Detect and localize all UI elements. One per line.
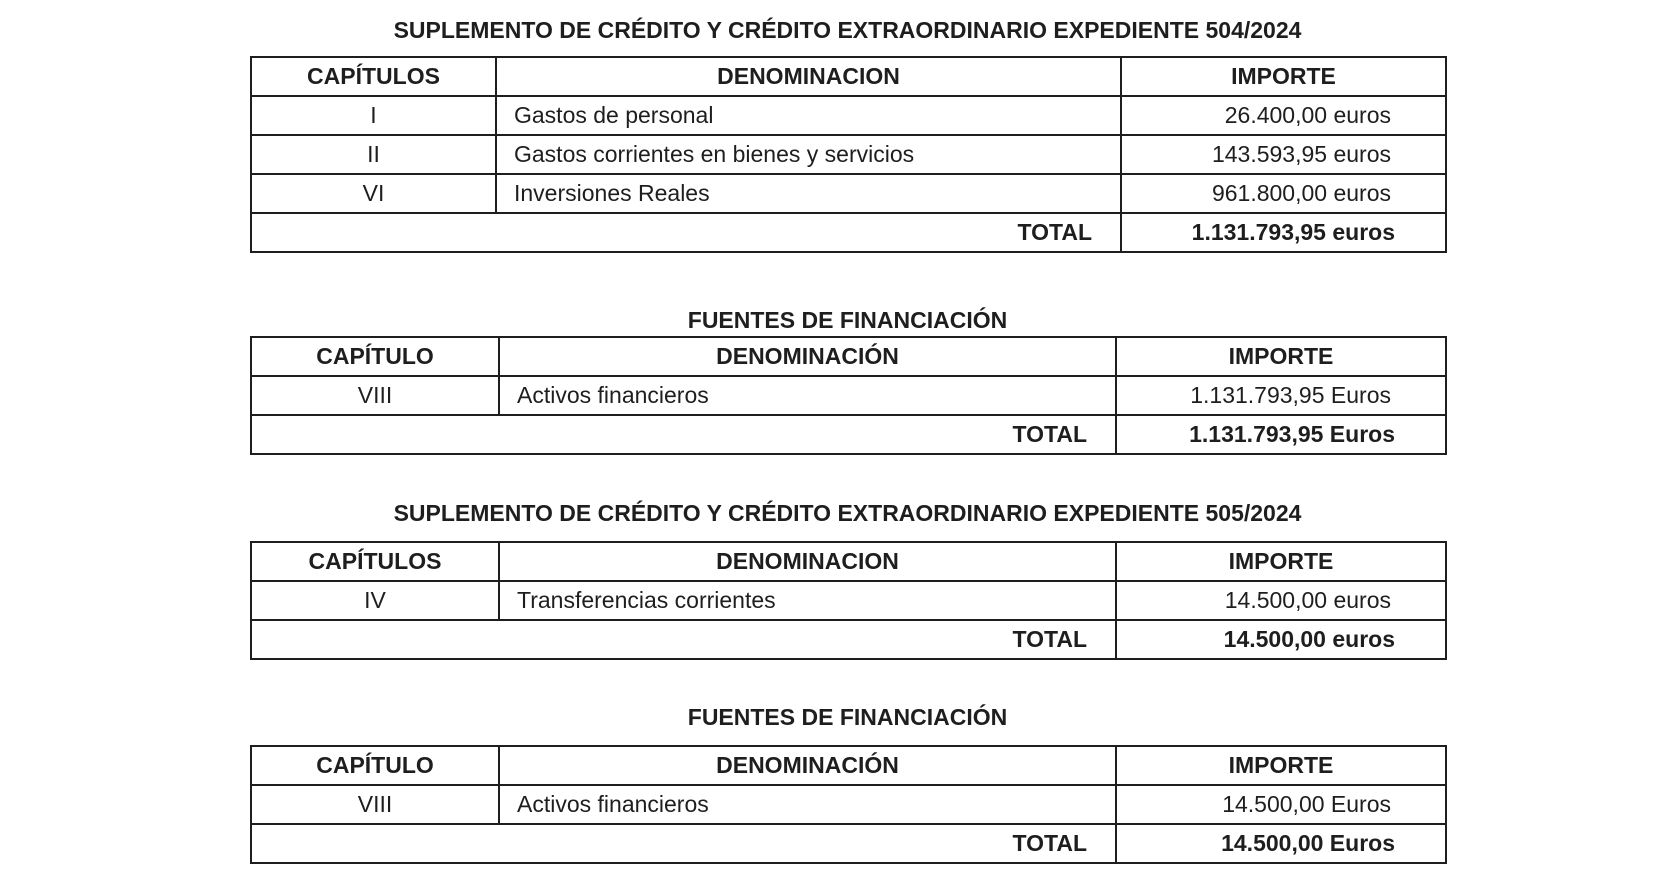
table-header-row: [251, 746, 1446, 785]
section-title-fuentes-financiacion-1: FUENTES DE FINANCIACIÓN: [687, 307, 1008, 333]
table-fuentes-financiacion-1: [250, 336, 1447, 455]
cell-capitulo: VI: [251, 174, 496, 213]
cell-importe: 14.500,00 euros: [1116, 581, 1446, 620]
total-row: [251, 824, 1446, 863]
header-importe: IMPORTE: [1121, 57, 1446, 96]
total-value: 1.131.793,95 Euros: [1116, 415, 1446, 454]
cell-denominacion: Activos financieros: [499, 785, 1116, 824]
table-row: [251, 96, 1446, 135]
cell-capitulo: VIII: [251, 785, 499, 824]
header-capitulos: CAPÍTULOS: [251, 542, 499, 581]
table-header-row: [251, 337, 1446, 376]
cell-denominacion: Inversiones Reales: [496, 174, 1121, 213]
total-row: [251, 620, 1446, 659]
table-header-row: [251, 542, 1446, 581]
table-fuentes-financiacion-2: [250, 745, 1447, 864]
table-expediente-505: [250, 541, 1447, 660]
total-row: [251, 415, 1446, 454]
total-value: 1.131.793,95 euros: [1121, 213, 1446, 252]
header-denominacion: DENOMINACIÓN: [499, 746, 1116, 785]
header-denominacion: DENOMINACION: [499, 542, 1116, 581]
table-row: [251, 581, 1446, 620]
cell-importe: 1.131.793,95 Euros: [1116, 376, 1446, 415]
table-row: [251, 376, 1446, 415]
cell-importe: 14.500,00 Euros: [1116, 785, 1446, 824]
cell-importe: 26.400,00 euros: [1121, 96, 1446, 135]
header-importe: IMPORTE: [1116, 746, 1446, 785]
cell-capitulo: IV: [251, 581, 499, 620]
cell-denominacion: Gastos corrientes en bienes y servicios: [496, 135, 1121, 174]
header-capitulo: CAPÍTULO: [251, 337, 499, 376]
total-label: TOTAL: [251, 213, 1121, 252]
cell-capitulo: VIII: [251, 376, 499, 415]
total-label: TOTAL: [251, 620, 1116, 659]
table-row: [251, 174, 1446, 213]
total-row: [251, 213, 1446, 252]
total-value: 14.500,00 euros: [1116, 620, 1446, 659]
cell-capitulo: II: [251, 135, 496, 174]
header-denominacion: DENOMINACION: [496, 57, 1121, 96]
cell-denominacion: Gastos de personal: [496, 96, 1121, 135]
section-title-expediente-504: SUPLEMENTO DE CRÉDITO Y CRÉDITO EXTRAORDINARIO EXPEDIENTE 504/2024: [393, 17, 1302, 43]
section-title-expediente-505: SUPLEMENTO DE CRÉDITO Y CRÉDITO EXTRAORDINARIO EXPEDIENTE 505/2024: [393, 500, 1302, 526]
table-expediente-504: [250, 56, 1447, 253]
cell-denominacion: Activos financieros: [499, 376, 1116, 415]
header-denominacion: DENOMINACIÓN: [499, 337, 1116, 376]
total-label: TOTAL: [251, 824, 1116, 863]
table-header-row: [251, 57, 1446, 96]
section-title-fuentes-financiacion-2: FUENTES DE FINANCIACIÓN: [687, 704, 1008, 730]
total-value: 14.500,00 Euros: [1116, 824, 1446, 863]
header-importe: IMPORTE: [1116, 542, 1446, 581]
cell-capitulo: I: [251, 96, 496, 135]
cell-importe: 961.800,00 euros: [1121, 174, 1446, 213]
table-row: [251, 135, 1446, 174]
cell-denominacion: Transferencias corrientes: [499, 581, 1116, 620]
table-row: [251, 785, 1446, 824]
header-capitulos: CAPÍTULOS: [251, 57, 496, 96]
cell-importe: 143.593,95 euros: [1121, 135, 1446, 174]
header-capitulo: CAPÍTULO: [251, 746, 499, 785]
total-label: TOTAL: [251, 415, 1116, 454]
header-importe: IMPORTE: [1116, 337, 1446, 376]
